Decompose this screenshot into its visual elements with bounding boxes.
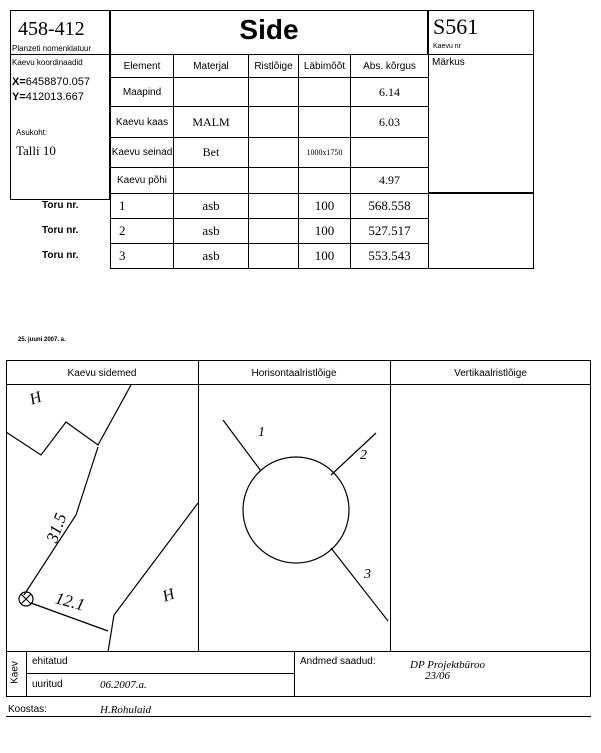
- pipe-cell-diameter-text: 100: [314, 198, 335, 213]
- pipe-cell-nr: [110, 193, 174, 219]
- x-coordinate: [12, 76, 90, 88]
- location-label: Asukoht:: [16, 128, 48, 137]
- pipe-2-label: 2: [360, 448, 367, 463]
- sketch-distance-1: 31.5: [42, 510, 71, 546]
- table-cell-diameter: [298, 106, 351, 138]
- pipe-cell-height: [350, 243, 429, 269]
- map-sheet-label: Planzeti nomenklatuur: [12, 44, 92, 53]
- horizontal-section-sketch: [198, 385, 390, 652]
- table-cell-element: [110, 106, 174, 138]
- column-header-height-text: Abs. kõrgus: [363, 60, 416, 72]
- table-cell-element-text: Kaevu põhi: [116, 175, 168, 186]
- pipe-cell-diameter-text: 100: [314, 223, 335, 238]
- panel-title-connections: Kaevu sidemed: [67, 368, 137, 379]
- table-cell-height: [350, 167, 429, 194]
- table-cell-cross: [248, 77, 299, 107]
- panel-title-horizontal: Horisontaalristlõige: [251, 368, 337, 379]
- table-cell-material: [173, 167, 249, 194]
- pipe-cell-cross: [248, 243, 299, 269]
- pipe-cell-height: [350, 193, 429, 219]
- pipe-cell-cross: [248, 218, 299, 244]
- sketch-label-h-top: H: [27, 388, 44, 409]
- table-cell-element-text: Kaevu kaas: [115, 116, 169, 128]
- footer-side-label: Kaev: [9, 661, 21, 684]
- well-id-label: Kaevu nr: [433, 43, 462, 50]
- table-cell-element: [110, 167, 174, 194]
- building-outline-lower: [108, 503, 198, 652]
- pipe-cell-height: [350, 218, 429, 244]
- footer-row-divider: [26, 673, 294, 674]
- column-header-height: [350, 54, 429, 78]
- pipe-1-line: [223, 420, 261, 471]
- pipe-1-label: 1: [258, 425, 265, 440]
- column-header-element: [110, 54, 174, 78]
- pipe-cell-nr: [110, 218, 174, 244]
- table-cell-height: [350, 77, 429, 107]
- table-cell-cross: [248, 167, 299, 194]
- page-title: Side: [239, 14, 299, 45]
- table-cell-element: [110, 77, 174, 107]
- pipe-3-label: 3: [364, 567, 371, 582]
- column-header-cross: [248, 54, 299, 78]
- column-header-cross-text: Ristlõige: [254, 60, 293, 72]
- compiled-underline: [6, 716, 591, 717]
- table-cell-height-text: 4.97: [379, 173, 400, 187]
- table-cell-material: [173, 106, 249, 138]
- compiled-row: [6, 697, 591, 698]
- x-value: 6458870.057: [25, 76, 90, 88]
- table-cell-height-text: 6.03: [379, 114, 400, 129]
- surveyed-label: uuritud: [32, 679, 63, 690]
- pipe-cell-height-text: 527.517: [368, 223, 411, 238]
- pipe-cell-diameter: [298, 193, 351, 219]
- table-cell-material-text: Bet: [202, 145, 220, 159]
- remarks-label: Märkus: [432, 57, 465, 68]
- element-table: [110, 54, 428, 193]
- table-cell-material: [173, 77, 249, 107]
- table-cell-height-text: 6.14: [379, 84, 400, 99]
- building-outline-upper: [6, 385, 131, 455]
- table-cell-diameter: [298, 167, 351, 194]
- table-cell-diameter: [298, 77, 351, 107]
- pipe-cell-material-text: asb: [202, 248, 220, 263]
- pipe-cell-nr-text: 3: [119, 248, 126, 263]
- table-cell-cross: [248, 106, 299, 138]
- compiled-value: H.Rohulaid: [100, 704, 152, 716]
- pipe-cell-height-text: 568.558: [368, 198, 411, 213]
- table-cell-element-text: Kaevu seinad: [111, 147, 173, 158]
- table-cell-element-text: Maapind: [122, 86, 162, 98]
- pipe-cell-material: [173, 243, 249, 269]
- pipe-row-label: Toru nr.: [42, 250, 79, 261]
- pipe-table: [0, 193, 534, 268]
- table-cell-material: [173, 137, 249, 168]
- compiled-label: Koostas:: [8, 704, 47, 715]
- pipe-cell-height-text: 553.543: [368, 248, 411, 263]
- column-header-material: [173, 54, 249, 78]
- x-label: X=: [12, 76, 26, 88]
- table-cell-diameter-text: 1000x1750: [306, 148, 343, 157]
- y-coordinate: [12, 91, 84, 103]
- table-cell-height: [350, 137, 429, 168]
- data-from-date: 23/06: [425, 670, 451, 682]
- column-header-material-text: Materjal: [193, 60, 229, 72]
- pipe-cell-cross: [248, 193, 299, 219]
- sketch-distance-2: 12.1: [53, 588, 87, 615]
- column-header-diameter-text: Läbimõõt: [303, 60, 346, 72]
- pipe-row-label: Toru nr.: [42, 200, 79, 211]
- pipe-3-line: [331, 548, 388, 621]
- pipe-cell-diameter: [298, 218, 351, 244]
- pipe-cell-material: [173, 193, 249, 219]
- y-value: 412013.667: [25, 91, 84, 103]
- map-sheet-number: 458-412: [18, 18, 85, 40]
- panel-divider-2: [390, 360, 391, 652]
- footer-mid-divider: [294, 651, 295, 697]
- data-from-label: Andmed saadud:: [300, 656, 376, 667]
- pipe-cell-material-text: asb: [202, 198, 220, 213]
- footer-frame: [6, 651, 591, 697]
- pipe-row-label: Toru nr.: [42, 225, 79, 236]
- column-header-element-text: Element: [123, 60, 161, 72]
- coords-label: Kaevu koordinaadid: [12, 58, 83, 67]
- remarks-box: [428, 54, 534, 193]
- panel-title-vertical: Vertikaalristlõige: [454, 368, 527, 379]
- footer-side-divider: [26, 651, 27, 697]
- pipe-cell-nr-text: 2: [119, 223, 126, 238]
- surveyed-value: 06.2007.a.: [100, 679, 147, 691]
- table-cell-diameter: [298, 137, 351, 168]
- well-id: S561: [433, 14, 479, 39]
- sketch-label-h-bottom: H: [160, 585, 177, 606]
- table-cell-height: [350, 106, 429, 138]
- location-value: Talli 10: [16, 143, 56, 158]
- pipe-cell-diameter: [298, 243, 351, 269]
- table-cell-material-text: MALM: [192, 114, 230, 129]
- pipe-cell-nr-text: 1: [119, 198, 126, 213]
- pipe-cell-nr: [110, 243, 174, 269]
- table-cell-element: [110, 137, 174, 168]
- table-cell-cross: [248, 137, 299, 168]
- built-label: ehitatud: [32, 656, 68, 667]
- pipe-cell-material-text: asb: [202, 223, 220, 238]
- connections-sketch: [6, 385, 198, 652]
- pipe-cell-diameter-text: 100: [314, 248, 335, 263]
- data-from-value: DP Projektbüroo: [410, 659, 486, 671]
- y-label: Y=: [12, 91, 26, 103]
- pipe-2-line: [331, 433, 376, 475]
- date-stamp: 25. juuni 2007. a.: [18, 337, 66, 343]
- column-header-diameter: [298, 54, 351, 78]
- pipe-cell-material: [173, 218, 249, 244]
